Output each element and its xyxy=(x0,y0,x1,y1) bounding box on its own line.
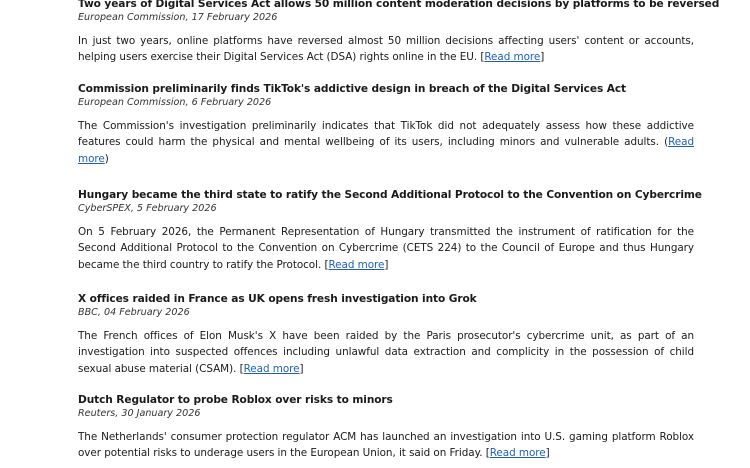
news-item xyxy=(78,188,702,273)
read-more-link[interactable]: Read more xyxy=(243,362,300,375)
news-summary-text: The Netherlands' consumer protection regulator ACM has launched an investigation into U.S. gaming platform Roblox over potential risks to underage users in the European Union, it said on Friday. xyxy=(78,431,694,460)
news-summary xyxy=(78,33,694,66)
news-title: Two years of Digital Services Act allows 50 million content moderation decisions by platforms to be reversed xyxy=(78,0,720,10)
read-more-bracket-open: [ xyxy=(239,362,244,375)
read-more-bracket-open: [ xyxy=(485,447,490,460)
news-summary xyxy=(78,328,694,377)
news-title: Commission preliminarily finds TikTok's addictive design in breach of the Digital Services Act xyxy=(78,83,626,95)
news-title: Dutch Regulator to probe Roblox over risks to minors xyxy=(78,394,393,406)
news-source: European Commission, 17 February 2026 xyxy=(78,12,278,23)
news-item xyxy=(78,0,720,66)
news-source: European Commission, 6 February 2026 xyxy=(78,97,272,108)
news-item xyxy=(78,292,694,377)
news-summary-text: The French offices of Elon Musk's X have been raided by the Paris prosecutor's cybercrime unit, as part of an investigation into suspected offences including unlawful data extraction and complicity in the possession of child sexual abuse material (CSAM). xyxy=(78,330,694,375)
read-more-link[interactable]: Read more xyxy=(484,51,541,64)
news-summary-text: On 5 February 2026, the Permanent Representation of Hungary transmitted the instrument of ratification for the Second Additional Protocol to the Convention on Cybercrime (CETS 224) to the Council of Europe and thus Hungary became the third country to ratify the Protocol. xyxy=(78,226,694,271)
news-source: BBC, 04 February 2026 xyxy=(78,307,190,318)
news-summary-text: The Commission's investigation preliminarily indicates that TikTok did not adequately assess how these addictive features could harm the physical and mental wellbeing of its users, including minors and vulnerable adults. xyxy=(78,120,694,149)
read-more-bracket-open: [ xyxy=(480,51,485,64)
read-more-link[interactable]: Read more xyxy=(328,258,385,271)
read-more-bracket-close: ] xyxy=(545,447,550,460)
read-more-bracket-close: ] xyxy=(540,51,545,64)
news-item xyxy=(78,393,694,462)
news-summary xyxy=(78,429,694,462)
read-more-link[interactable]: Read more xyxy=(489,447,546,460)
read-more-bracket-open: [ xyxy=(324,258,329,271)
news-source: CyberSPEX, 5 February 2026 xyxy=(78,203,217,214)
read-more-bracket-close: ] xyxy=(299,362,304,375)
news-title: X offices raided in France as UK opens fresh investigation into Grok xyxy=(78,293,477,305)
read-more-bracket-close: ] xyxy=(384,258,389,271)
news-summary xyxy=(78,118,694,167)
news-item xyxy=(78,82,694,167)
read-more-bracket-open: ( xyxy=(664,136,669,149)
news-title: Hungary became the third state to ratify the Second Additional Protocol to the Convention on Cybercrime xyxy=(78,189,702,201)
read-more-link[interactable]: Read more xyxy=(78,136,694,165)
news-summary-text: In just two years, online platforms have reversed almost 50 million decisions affecting users' content or accounts, helping users exercise their Digital Services Act (DSA) rights online in the EU. xyxy=(78,35,694,64)
news-source: Reuters, 30 January 2026 xyxy=(78,408,201,419)
news-summary xyxy=(78,224,694,273)
read-more-bracket-close: ) xyxy=(104,152,109,165)
